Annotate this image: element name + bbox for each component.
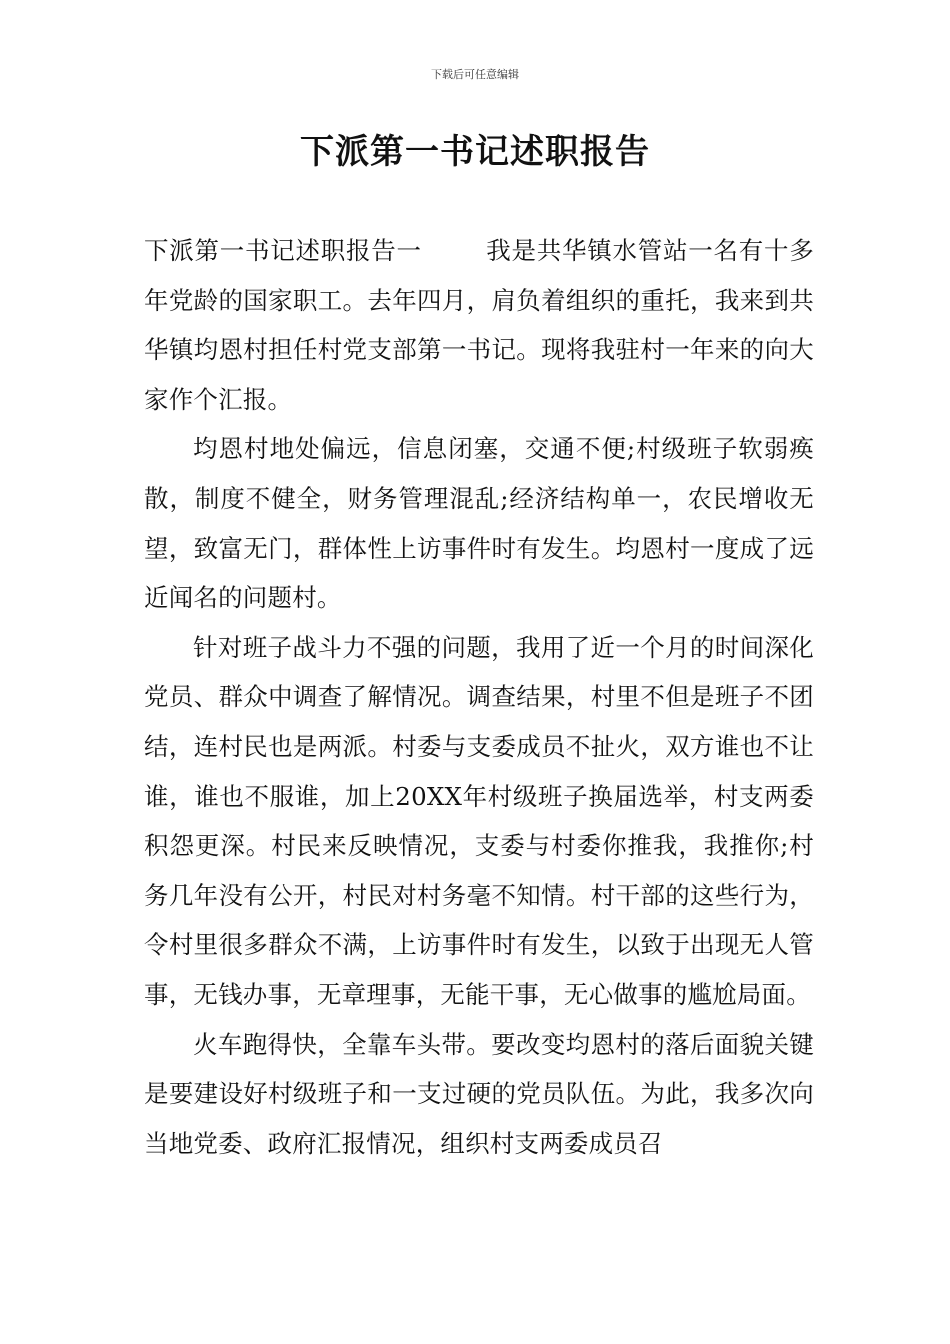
intro-label: 下派第一书记述职报告一 [144, 236, 422, 265]
document-body [144, 226, 814, 1168]
paragraph: 均恩村地处偏远，信息闭塞，交通不便;村级班子软弱痪散，制度不健全，财务管理混乱;经济结构单一，农民增收无望，致富无门，群体性上访事件时有发生。均恩村一度成了远近闻名的问题村。 [144, 434, 814, 613]
header-note: 下载后可任意编辑 [431, 68, 519, 81]
intro-paragraph [144, 226, 814, 424]
document-title: 下派第一书记述职报告 [300, 132, 650, 172]
intro-text: 我是共华镇水管站一名有十多年党龄的国家职工。去年四月，肩负着组织的重托，我来到共华镇均恩村担任村党支部第一书记。现将我驻村一年来的向大家作个汇报。 [144, 236, 814, 414]
paragraph: 针对班子战斗力不强的问题，我用了近一个月的时间深化党员、群众中调查了解情况。调查结果，村里不但是班子不团结，连村民也是两派。村委与支委成员不扯火，双方谁也不让谁，谁也不服谁，加上20XX年村级班子换届选举，村支两委积怨更深。村民来反映情况，支委与村委你推我，我推你;村务几年没有公开，村民对村务毫不知情。村干部的这些行为，令村里很多群众不满，上访事件时有发生，以致于出现无人管事，无钱办事，无章理事，无能干事，无心做事的尴尬局面。 [144, 632, 814, 1009]
paragraph: 火车跑得快，全靠车头带。要改变均恩村的落后面貌关键是要建设好村级班子和一支过硬的党员队伍。为此，我多次向当地党委、政府汇报情况，组织村支两委成员召 [144, 1029, 814, 1158]
